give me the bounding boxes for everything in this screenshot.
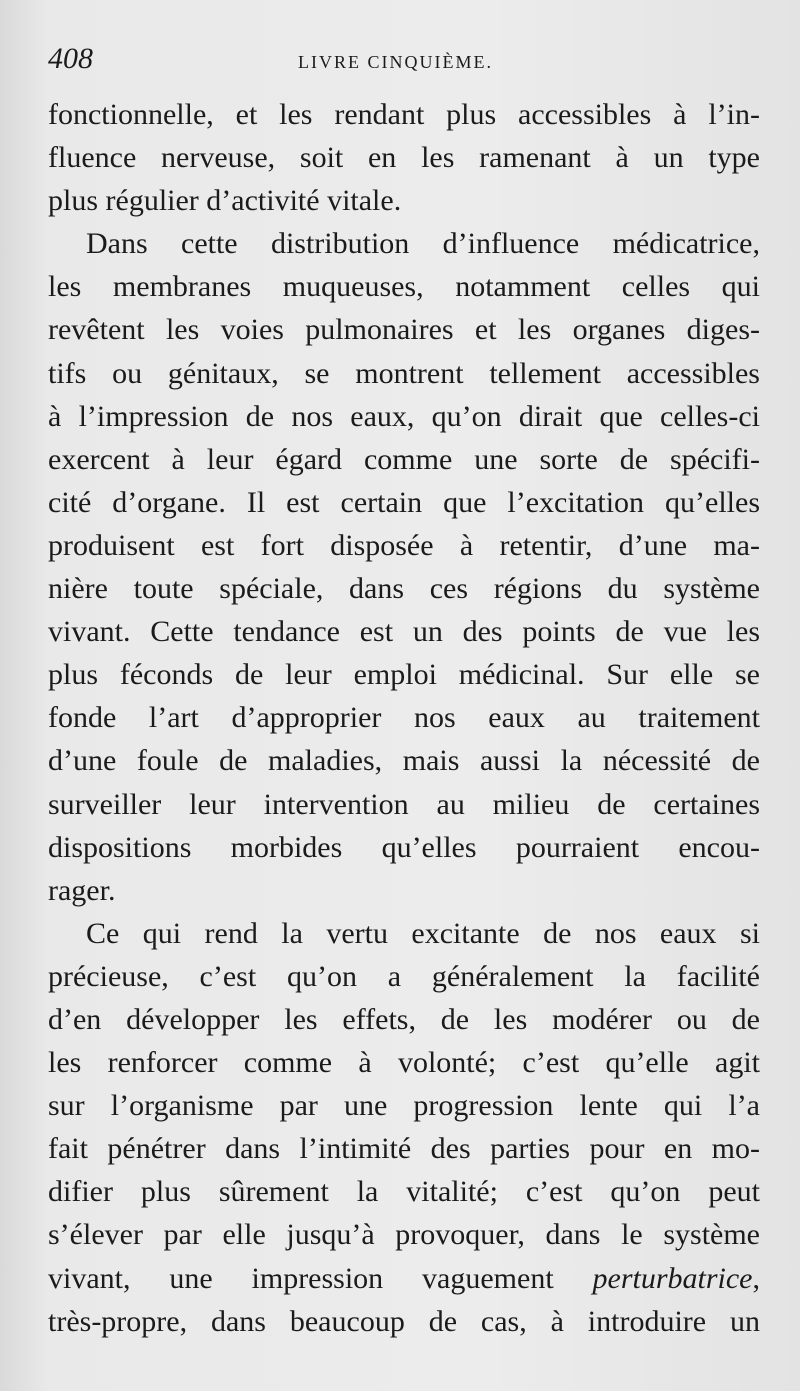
text-line: les membranes muqueuses, notamment celles qui <box>48 270 760 304</box>
text-line: fait pénétrer dans l’intimité des parties pour en mo- <box>48 1132 760 1166</box>
text-line: cité d’organe. Il est certain que l’excitation qu’elles <box>48 485 760 519</box>
text-line: fluence nerveuse, soit en les ramenant à un type <box>48 141 760 175</box>
text-line: vivant. Cette tendance est un des points de vue les <box>48 615 760 649</box>
text-line: rager. <box>48 873 116 907</box>
running-head <box>48 42 758 82</box>
text-line: plus régulier d’activité vitale. <box>48 184 402 218</box>
text-line-with-italic <box>48 1257 760 1300</box>
text-line: exercent à leur égard comme une sorte de spécifi- <box>48 442 760 476</box>
body-text <box>48 93 760 1343</box>
text-line: précieuse, c’est qu’on a généralement la facilité <box>48 959 760 993</box>
text-line: surveiller leur intervention au milieu de certaines <box>48 787 760 821</box>
text-segment: , <box>752 1261 760 1295</box>
text-line: à l’impression de nos eaux, qu’on dirait que celles-ci <box>48 399 760 433</box>
text-line: d’en développer les effets, de les modérer ou de <box>48 1002 760 1036</box>
text-line: dispositions morbides qu’elles pourraient encou- <box>48 830 760 864</box>
text-line: fonctionnelle, et les rendant plus accessibles à l’in- <box>48 98 760 131</box>
text-line: plus féconds de leur emploi médicinal. Sur elle se <box>48 658 760 692</box>
text-segment: vivant, une impression vaguement <box>48 1261 593 1295</box>
text-line: sur l’organisme par une progression lente qui l’a <box>48 1089 760 1123</box>
text-line: Ce qui rend la vertu excitante de nos eaux si <box>86 916 760 950</box>
text-line: fonde l’art d’approprier nos eaux au traitement <box>48 701 760 735</box>
text-line: revêtent les voies pulmonaires et les organes diges- <box>48 313 760 347</box>
text-line: difier plus sûrement la vitalité; c’est qu’on peut <box>48 1175 760 1209</box>
running-title: LIVRE CINQUIÈME. <box>298 52 493 72</box>
text-line: nière toute spéciale, dans ces régions du système <box>48 572 760 606</box>
text-line: s’élever par elle jusqu’à provoquer, dans le système <box>48 1218 760 1252</box>
text-line: très-propre, dans beaucoup de cas, à introduire un <box>48 1304 760 1338</box>
text-line: tifs ou génitaux, se montrent tellement accessibles <box>48 356 760 390</box>
text-line: produisent est fort disposée à retentir, d’une ma- <box>48 528 760 562</box>
italic-term: perturbatrice <box>592 1261 753 1295</box>
text-line: Dans cette distribution d’influence médicatrice, <box>86 227 760 261</box>
text-line: les renforcer comme à volonté; c’est qu’elle agit <box>48 1046 760 1080</box>
page-number: 408 <box>48 42 93 75</box>
text-line: d’une foule de maladies, mais aussi la nécessité de <box>48 744 760 778</box>
